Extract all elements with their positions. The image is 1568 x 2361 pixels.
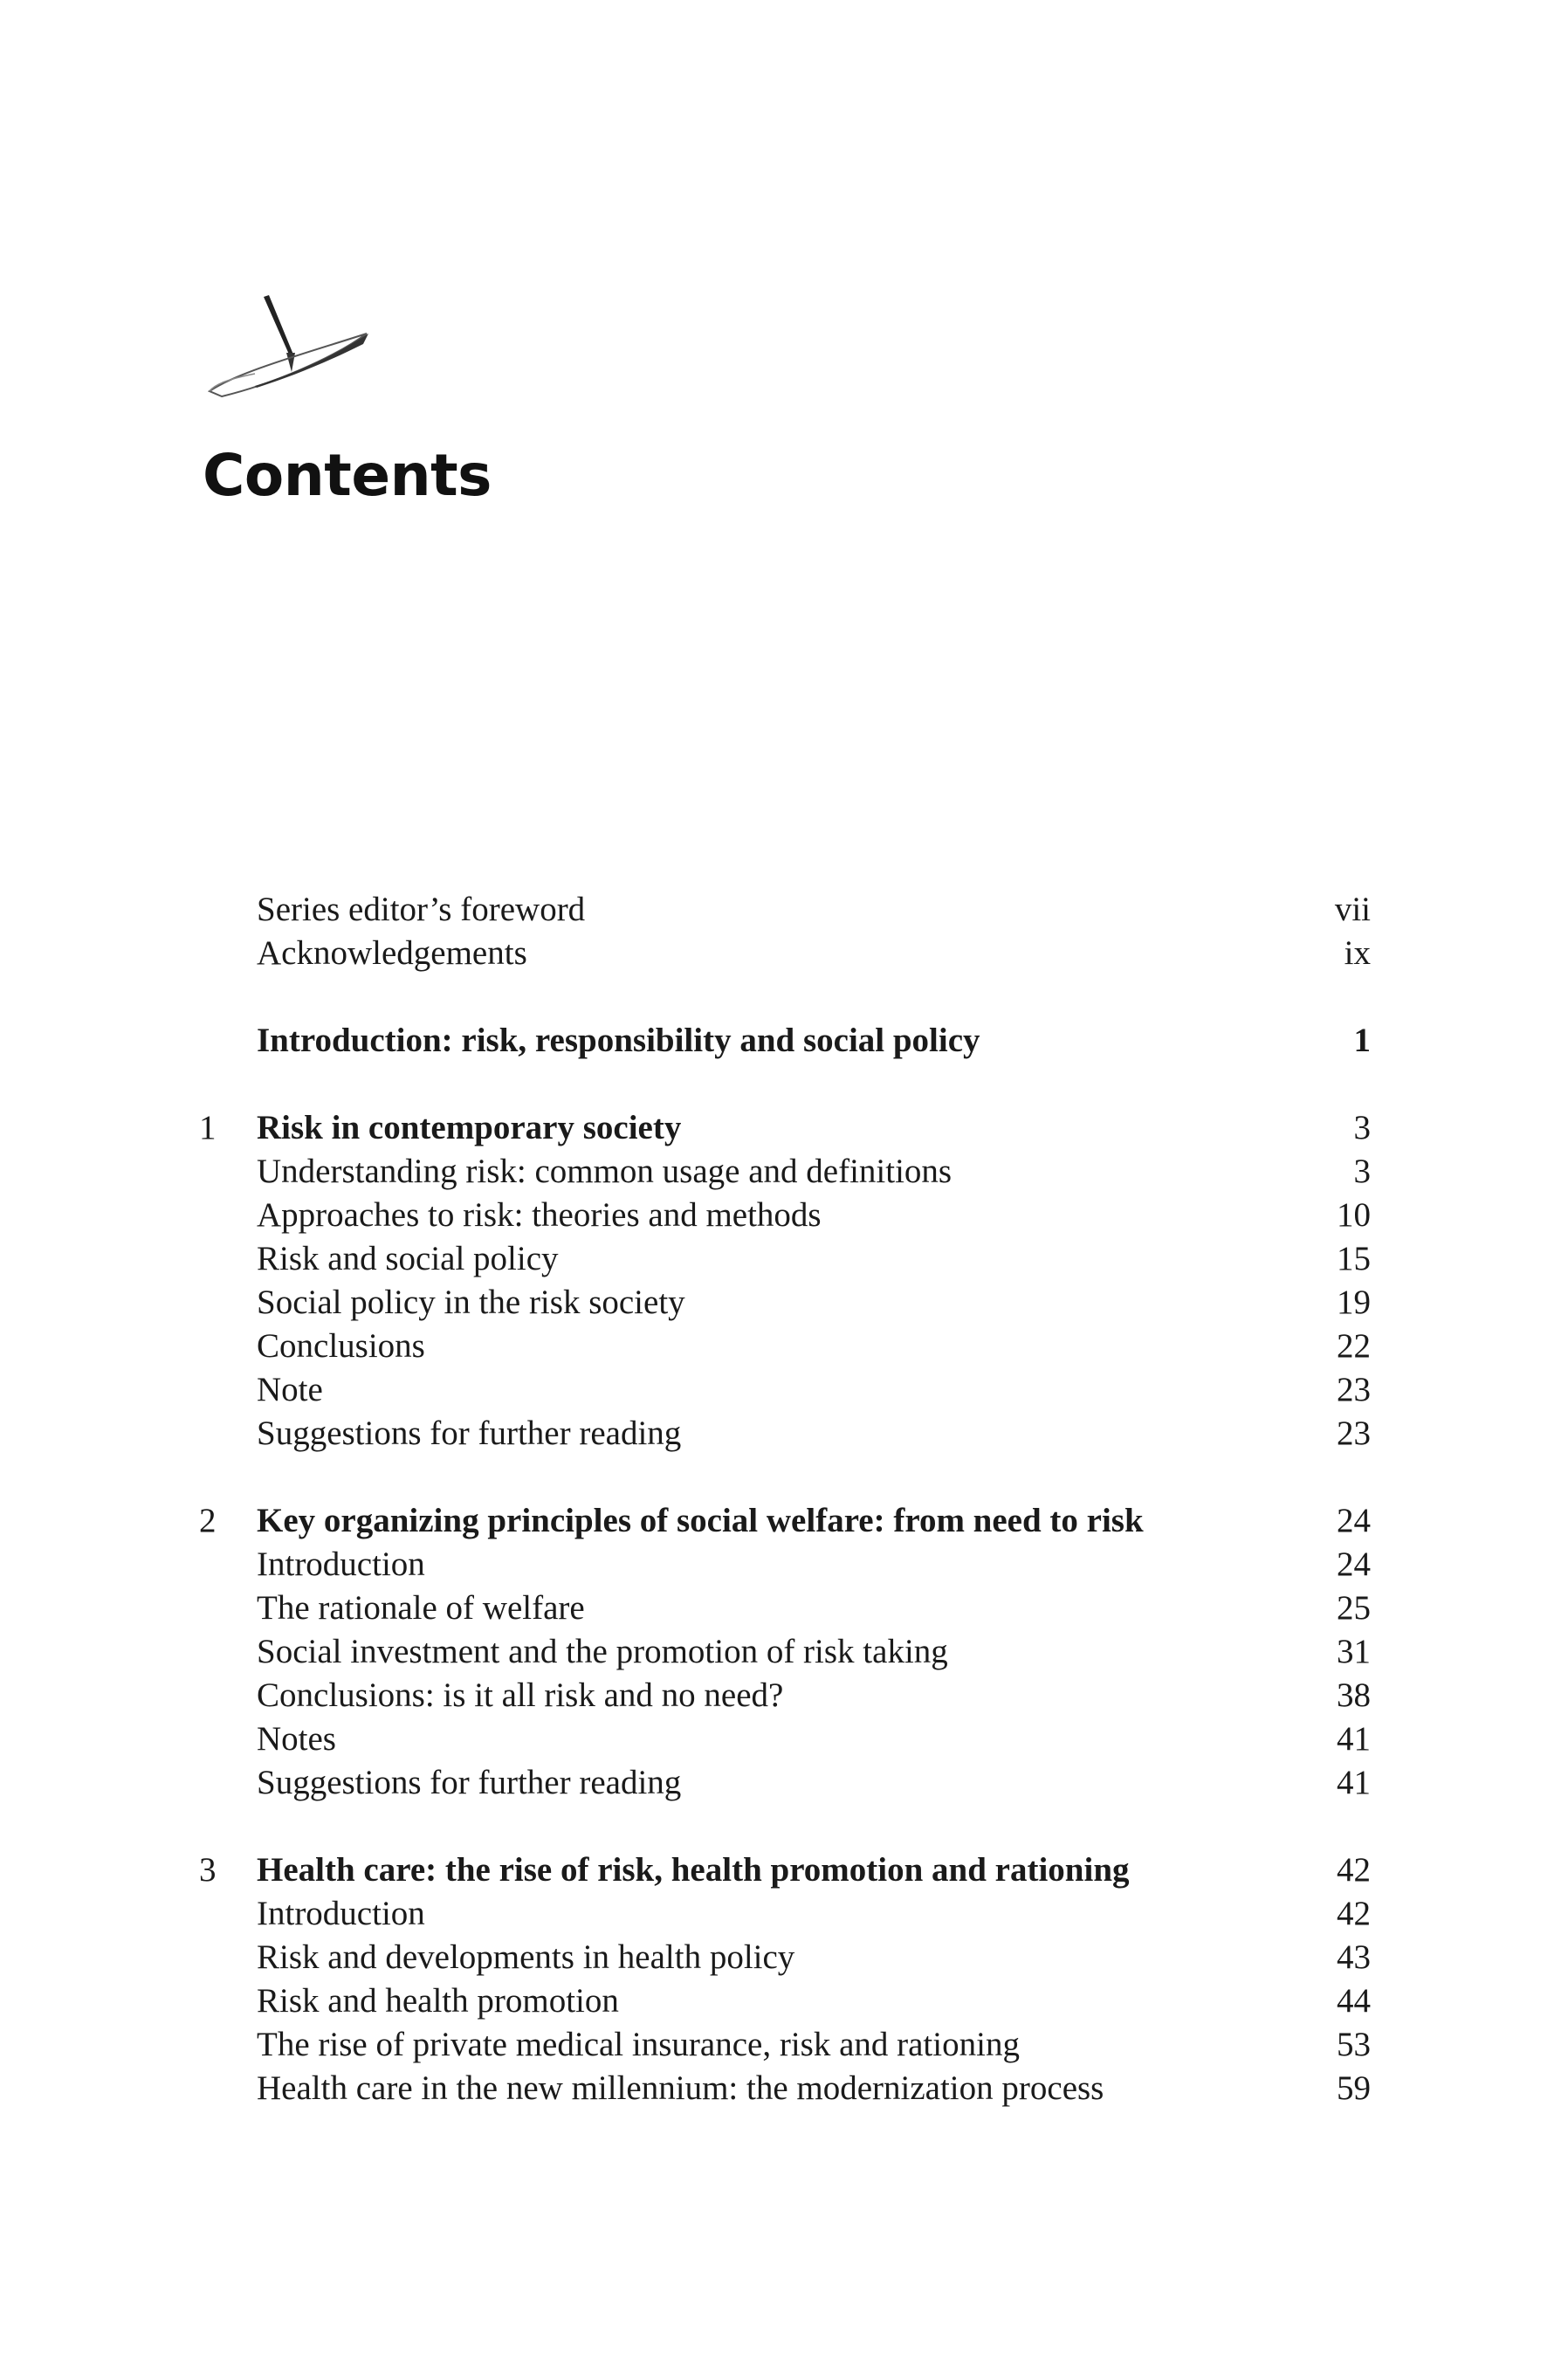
chapter-title: Risk in contemporary society [257, 1109, 682, 1146]
section-title: Note [257, 1371, 323, 1408]
toc-section[interactable] [175, 1630, 1371, 1674]
section-page: 44 [1337, 1982, 1371, 2020]
section-page: 23 [1337, 1371, 1371, 1408]
section-page: 10 [1337, 1196, 1371, 1234]
chapter-page: 42 [1337, 1851, 1371, 1889]
section-title: Suggestions for further reading [257, 1764, 682, 1801]
toc-section[interactable] [175, 1281, 1371, 1325]
toc-chapter-3[interactable] [175, 1848, 1371, 1892]
toc-section[interactable] [175, 1237, 1371, 1281]
toc-entry-title: Acknowledgements [257, 934, 527, 972]
section-page: 41 [1337, 1764, 1371, 1801]
chapter-number: 1 [199, 1109, 217, 1146]
section-page: 24 [1337, 1545, 1371, 1583]
section-title: Risk and developments in health policy [257, 1938, 795, 1976]
toc-section[interactable] [175, 1587, 1371, 1630]
toc-section[interactable] [175, 1194, 1371, 1237]
toc-entry-title: Series editor’s foreword [257, 891, 586, 928]
section-title: Introduction [257, 1545, 425, 1583]
page-title: Contents [203, 442, 492, 509]
section-page: 59 [1337, 2069, 1371, 2107]
toc-entry-acknowledgements[interactable] [175, 932, 1371, 975]
section-title: Suggestions for further reading [257, 1415, 682, 1452]
section-title: Conclusions [257, 1327, 425, 1365]
section-page: 31 [1337, 1633, 1371, 1670]
toc-entry-title: Introduction: risk, responsibility and social policy [257, 1022, 980, 1059]
section-page: 42 [1337, 1895, 1371, 1932]
toc-entry-page: vii [1334, 891, 1371, 928]
section-page: 38 [1337, 1676, 1371, 1714]
section-title: Risk and health promotion [257, 1982, 619, 2020]
toc-section[interactable] [175, 1325, 1371, 1368]
section-page: 25 [1337, 1589, 1371, 1627]
section-page: 23 [1337, 1415, 1371, 1452]
chapter-number: 3 [199, 1851, 217, 1889]
toc-chapter-1[interactable] [175, 1106, 1371, 1150]
section-title: Social investment and the promotion of risk taking [257, 1633, 948, 1670]
section-title: Understanding risk: common usage and definitions [257, 1153, 952, 1190]
toc-entry-introduction[interactable] [175, 1019, 1371, 1063]
chapter-page: 3 [1353, 1109, 1371, 1146]
toc-section[interactable] [175, 1674, 1371, 1717]
chapter-number: 2 [199, 1502, 217, 1539]
chapter-page: 24 [1337, 1502, 1371, 1539]
toc-section[interactable] [175, 1979, 1371, 2023]
section-page: 41 [1337, 1720, 1371, 1758]
section-page: 3 [1353, 1153, 1371, 1190]
chapter-title: Key organizing principles of social welfare: from need to risk [257, 1502, 1144, 1539]
section-title: Approaches to risk: theories and methods [257, 1196, 822, 1234]
toc-section[interactable] [175, 1412, 1371, 1456]
section-page: 15 [1337, 1240, 1371, 1277]
toc-section[interactable] [175, 2067, 1371, 2110]
toc-section[interactable] [175, 1150, 1371, 1194]
toc-entry-page: ix [1344, 934, 1371, 972]
toc-section[interactable] [175, 1368, 1371, 1412]
section-page: 43 [1337, 1938, 1371, 1976]
section-page: 19 [1337, 1284, 1371, 1321]
toc-section[interactable] [175, 1717, 1371, 1761]
toc-entry-series-foreword[interactable] [175, 888, 1371, 932]
toc-entry-page: 1 [1353, 1022, 1371, 1059]
toc-chapter-2[interactable] [175, 1499, 1371, 1543]
section-page: 53 [1337, 2026, 1371, 2063]
toc-section[interactable] [175, 1761, 1371, 1805]
section-title: Notes [257, 1720, 336, 1758]
toc-section[interactable] [175, 1543, 1371, 1587]
section-title: Social policy in the risk society [257, 1284, 685, 1321]
section-title: The rise of private medical insurance, risk and rationing [257, 2026, 1020, 2063]
section-title: The rationale of welfare [257, 1589, 585, 1627]
section-title: Risk and social policy [257, 1240, 559, 1277]
table-of-contents [175, 888, 1371, 2110]
section-title: Health care in the new millennium: the modernization process [257, 2069, 1104, 2107]
chapter-title: Health care: the rise of risk, health promotion and rationing [257, 1851, 1130, 1889]
section-title: Introduction [257, 1895, 425, 1932]
toc-section[interactable] [175, 2023, 1371, 2067]
section-title: Conclusions: is it all risk and no need? [257, 1676, 784, 1714]
section-page: 22 [1337, 1327, 1371, 1365]
feather-quill-icon [203, 288, 377, 402]
toc-section[interactable] [175, 1892, 1371, 1936]
toc-section[interactable] [175, 1936, 1371, 1979]
